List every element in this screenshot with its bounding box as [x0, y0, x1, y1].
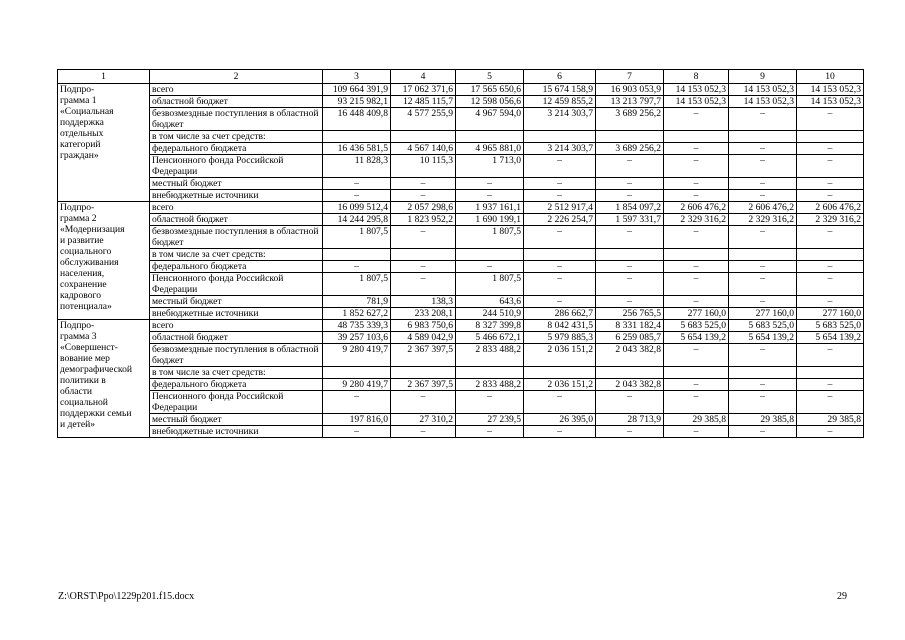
value-cell: –	[664, 426, 729, 438]
value-cell	[456, 249, 524, 261]
value-cell: 4 577 255,9	[391, 108, 456, 131]
funding-source-cell: в том числе за счет средств:	[150, 367, 323, 379]
funding-source-cell: в том числе за счет средств:	[150, 131, 323, 143]
footer-file-path: Z:\ORST\Ppo\1229p201.f15.docx	[58, 591, 195, 602]
value-cell: –	[729, 226, 797, 249]
value-cell: –	[391, 261, 456, 273]
value-cell: 5 683 525,0	[797, 320, 864, 332]
value-cell: 3 689 256,2	[596, 143, 664, 155]
value-cell: 3 689 256,2	[596, 108, 664, 131]
value-cell: –	[664, 344, 729, 367]
value-cell: 2 329 316,2	[664, 214, 729, 226]
funding-source-cell: областной бюджет	[150, 332, 323, 344]
header-cell: 5	[456, 70, 524, 84]
value-cell	[391, 249, 456, 261]
value-cell: –	[456, 261, 524, 273]
value-cell: 197 816,0	[323, 414, 391, 426]
value-cell: 2 606 476,2	[797, 202, 864, 214]
value-cell: –	[797, 190, 864, 202]
value-cell: –	[524, 391, 596, 414]
value-cell: 2 043 382,8	[596, 379, 664, 391]
value-cell: 138,3	[391, 296, 456, 308]
value-cell: 109 664 391,9	[323, 84, 391, 96]
value-cell: 8 042 431,5	[524, 320, 596, 332]
value-cell: –	[524, 226, 596, 249]
value-cell: 14 153 052,3	[797, 84, 864, 96]
value-cell: –	[729, 178, 797, 190]
value-cell: 286 662,7	[524, 308, 596, 320]
value-cell: –	[664, 143, 729, 155]
funding-source-cell: местный бюджет	[150, 178, 323, 190]
value-cell: –	[729, 391, 797, 414]
value-cell	[524, 367, 596, 379]
value-cell: –	[323, 178, 391, 190]
value-cell	[596, 249, 664, 261]
funding-source-cell: местный бюджет	[150, 414, 323, 426]
funding-source-cell: безвозмездные поступления в областной бюджет	[150, 226, 323, 249]
value-cell: –	[797, 379, 864, 391]
value-cell	[596, 367, 664, 379]
header-cell: 2	[150, 70, 323, 84]
value-cell: –	[797, 226, 864, 249]
table-row	[58, 320, 864, 332]
table-row	[58, 367, 864, 379]
value-cell: 244 510,9	[456, 308, 524, 320]
value-cell: 6 983 750,6	[391, 320, 456, 332]
value-cell: –	[596, 190, 664, 202]
funding-source-cell: внебюджетные источники	[150, 426, 323, 438]
value-cell: –	[596, 226, 664, 249]
value-cell: 2 057 298,6	[391, 202, 456, 214]
funding-source-cell: всего	[150, 202, 323, 214]
value-cell: –	[729, 190, 797, 202]
value-cell	[664, 367, 729, 379]
value-cell	[729, 249, 797, 261]
funding-source-cell: федерального бюджета	[150, 143, 323, 155]
value-cell	[596, 131, 664, 143]
value-cell: 643,6	[456, 296, 524, 308]
value-cell: 14 153 052,3	[729, 96, 797, 108]
value-cell: 2 043 382,8	[596, 344, 664, 367]
table-row	[58, 296, 864, 308]
value-cell: 2 226 254,7	[524, 214, 596, 226]
value-cell: 8 327 399,8	[456, 320, 524, 332]
value-cell: 3 214 303,7	[524, 108, 596, 131]
value-cell: 277 160,0	[797, 308, 864, 320]
value-cell: –	[664, 226, 729, 249]
value-cell	[391, 131, 456, 143]
table-row	[58, 308, 864, 320]
value-cell: –	[729, 273, 797, 296]
table-row	[58, 391, 864, 414]
value-cell: 10 115,3	[391, 155, 456, 178]
value-cell: 2 367 397,5	[391, 344, 456, 367]
value-cell: –	[524, 190, 596, 202]
value-cell: 14 153 052,3	[664, 84, 729, 96]
value-cell: –	[664, 296, 729, 308]
value-cell: –	[391, 426, 456, 438]
value-cell: 4 965 881,0	[456, 143, 524, 155]
value-cell	[456, 131, 524, 143]
table-row	[58, 261, 864, 273]
funding-source-cell: областной бюджет	[150, 96, 323, 108]
funding-source-cell: федерального бюджета	[150, 379, 323, 391]
value-cell: –	[797, 143, 864, 155]
table-body	[58, 84, 864, 438]
value-cell: –	[456, 426, 524, 438]
value-cell: 1 852 627,2	[323, 308, 391, 320]
value-cell: 1 937 161,1	[456, 202, 524, 214]
table-row	[58, 214, 864, 226]
value-cell: –	[524, 426, 596, 438]
value-cell: 12 485 115,7	[391, 96, 456, 108]
value-cell: 6 259 085,7	[596, 332, 664, 344]
value-cell: 2 833 488,2	[456, 379, 524, 391]
value-cell: –	[323, 261, 391, 273]
value-cell: 781,9	[323, 296, 391, 308]
funding-source-cell: всего	[150, 320, 323, 332]
header-cell: 3	[323, 70, 391, 84]
value-cell: –	[323, 190, 391, 202]
value-cell: 2 036 151,2	[524, 379, 596, 391]
value-cell: –	[596, 155, 664, 178]
table-row	[58, 249, 864, 261]
funding-source-cell: областной бюджет	[150, 214, 323, 226]
value-cell: 5 979 885,3	[524, 332, 596, 344]
value-cell: 12 459 855,2	[524, 96, 596, 108]
value-cell: 12 598 056,6	[456, 96, 524, 108]
value-cell: –	[797, 391, 864, 414]
value-cell: –	[596, 296, 664, 308]
value-cell: –	[456, 190, 524, 202]
value-cell	[524, 131, 596, 143]
value-cell	[729, 367, 797, 379]
value-cell: 1 807,5	[323, 273, 391, 296]
value-cell: 5 466 672,1	[456, 332, 524, 344]
value-cell: 256 765,5	[596, 308, 664, 320]
value-cell: 28 713,9	[596, 414, 664, 426]
value-cell	[323, 367, 391, 379]
funding-source-cell: Пенсионного фонда Российской Федерации	[150, 391, 323, 414]
table-row	[58, 178, 864, 190]
header-cell: 1	[58, 70, 150, 84]
table-row	[58, 108, 864, 131]
header-cell: 7	[596, 70, 664, 84]
value-cell: 14 153 052,3	[797, 96, 864, 108]
value-cell: 2 367 397,5	[391, 379, 456, 391]
value-cell: –	[664, 190, 729, 202]
value-cell: –	[391, 273, 456, 296]
value-cell: 5 654 139,2	[797, 332, 864, 344]
value-cell	[797, 367, 864, 379]
value-cell: 8 331 182,4	[596, 320, 664, 332]
value-cell: –	[729, 261, 797, 273]
value-cell: –	[391, 190, 456, 202]
value-cell: 17 565 650,6	[456, 84, 524, 96]
funding-source-cell: местный бюджет	[150, 296, 323, 308]
value-cell: 1 854 097,2	[596, 202, 664, 214]
header-cell: 10	[797, 70, 864, 84]
value-cell	[391, 367, 456, 379]
value-cell	[323, 249, 391, 261]
value-cell: 2 329 316,2	[797, 214, 864, 226]
value-cell: –	[797, 296, 864, 308]
budget-table	[57, 69, 864, 438]
value-cell	[664, 249, 729, 261]
value-cell: –	[797, 178, 864, 190]
value-cell: –	[456, 391, 524, 414]
value-cell: 2 036 151,2	[524, 344, 596, 367]
value-cell	[323, 131, 391, 143]
table-row	[58, 379, 864, 391]
value-cell: –	[664, 108, 729, 131]
value-cell: 16 099 512,4	[323, 202, 391, 214]
value-cell: 233 208,1	[391, 308, 456, 320]
value-cell: 15 674 158,9	[524, 84, 596, 96]
value-cell: 4 589 042,9	[391, 332, 456, 344]
value-cell: –	[524, 155, 596, 178]
table-row	[58, 96, 864, 108]
value-cell: –	[729, 379, 797, 391]
value-cell: –	[797, 155, 864, 178]
table-row	[58, 155, 864, 178]
value-cell: –	[391, 226, 456, 249]
value-cell: –	[596, 178, 664, 190]
value-cell: 16 903 053,9	[596, 84, 664, 96]
value-cell: 16 436 581,5	[323, 143, 391, 155]
budget-table-container	[57, 69, 863, 438]
value-cell: 16 448 409,8	[323, 108, 391, 131]
value-cell: –	[729, 296, 797, 308]
value-cell: –	[729, 426, 797, 438]
table-row	[58, 414, 864, 426]
value-cell: 5 683 525,0	[664, 320, 729, 332]
value-cell: –	[664, 261, 729, 273]
table-row	[58, 273, 864, 296]
value-cell: 9 280 419,7	[323, 379, 391, 391]
funding-source-cell: Пенсионного фонда Российской Федерации	[150, 155, 323, 178]
value-cell: 2 606 476,2	[664, 202, 729, 214]
value-cell: 93 215 982,1	[323, 96, 391, 108]
table-row	[58, 131, 864, 143]
value-cell: –	[524, 273, 596, 296]
value-cell: –	[596, 273, 664, 296]
value-cell: –	[797, 273, 864, 296]
value-cell: 1 823 952,2	[391, 214, 456, 226]
value-cell: –	[524, 261, 596, 273]
value-cell: 3 214 303,7	[524, 143, 596, 155]
value-cell: 29 385,8	[729, 414, 797, 426]
value-cell: 26 395,0	[524, 414, 596, 426]
value-cell: 14 153 052,3	[729, 84, 797, 96]
value-cell: –	[323, 426, 391, 438]
table-row	[58, 426, 864, 438]
subprogram-name-cell: Подпро- грамма 1 «Социальная поддержка отдельных категорий граждан»	[58, 84, 150, 202]
value-cell: –	[729, 108, 797, 131]
value-cell: –	[524, 178, 596, 190]
value-cell: –	[797, 108, 864, 131]
value-cell: 1 597 331,7	[596, 214, 664, 226]
value-cell: 29 385,8	[797, 414, 864, 426]
value-cell: 1 807,5	[323, 226, 391, 249]
value-cell	[664, 131, 729, 143]
value-cell: 4 567 140,6	[391, 143, 456, 155]
value-cell: 2 329 316,2	[729, 214, 797, 226]
value-cell: 1 807,5	[456, 226, 524, 249]
value-cell: –	[729, 344, 797, 367]
value-cell: –	[797, 344, 864, 367]
value-cell: –	[664, 379, 729, 391]
value-cell: 5 654 139,2	[664, 332, 729, 344]
value-cell: –	[664, 178, 729, 190]
value-cell: 27 239,5	[456, 414, 524, 426]
value-cell: 9 280 419,7	[323, 344, 391, 367]
funding-source-cell: внебюджетные источники	[150, 308, 323, 320]
value-cell: 2 833 488,2	[456, 344, 524, 367]
value-cell	[797, 249, 864, 261]
table-row	[58, 202, 864, 214]
funding-source-cell: безвозмездные поступления в областной бюджет	[150, 108, 323, 131]
value-cell: 39 257 103,6	[323, 332, 391, 344]
funding-source-cell: в том числе за счет средств:	[150, 249, 323, 261]
table-row	[58, 332, 864, 344]
value-cell: –	[391, 391, 456, 414]
table-row	[58, 226, 864, 249]
funding-source-cell: внебюджетные источники	[150, 190, 323, 202]
value-cell: 277 160,0	[664, 308, 729, 320]
value-cell	[797, 131, 864, 143]
value-cell	[729, 131, 797, 143]
value-cell: –	[664, 391, 729, 414]
value-cell: –	[596, 426, 664, 438]
value-cell: –	[664, 273, 729, 296]
value-cell: –	[729, 143, 797, 155]
value-cell: 5 654 139,2	[729, 332, 797, 344]
value-cell: 11 828,3	[323, 155, 391, 178]
value-cell: –	[524, 296, 596, 308]
table-row	[58, 190, 864, 202]
value-cell: –	[664, 155, 729, 178]
subprogram-name-cell: Подпро- грамма 2 «Модернизация и развитие социального обслуживания населения, сохранение кадрового потенциала»	[58, 202, 150, 320]
value-cell	[524, 249, 596, 261]
value-cell: –	[729, 155, 797, 178]
header-cell: 6	[524, 70, 596, 84]
funding-source-cell: федерального бюджета	[150, 261, 323, 273]
value-cell: 48 735 339,3	[323, 320, 391, 332]
value-cell: 14 244 295,8	[323, 214, 391, 226]
value-cell: –	[797, 261, 864, 273]
header-cell: 9	[729, 70, 797, 84]
value-cell: 14 153 052,3	[664, 96, 729, 108]
header-cell: 8	[664, 70, 729, 84]
value-cell: –	[391, 178, 456, 190]
value-cell: –	[456, 178, 524, 190]
value-cell: 1 690 199,1	[456, 214, 524, 226]
value-cell: 277 160,0	[729, 308, 797, 320]
value-cell: 13 213 797,7	[596, 96, 664, 108]
funding-source-cell: всего	[150, 84, 323, 96]
table-header-row	[58, 70, 864, 84]
value-cell: 1 713,0	[456, 155, 524, 178]
value-cell: –	[323, 391, 391, 414]
table-row	[58, 344, 864, 367]
value-cell: 5 683 525,0	[729, 320, 797, 332]
value-cell: 27 310,2	[391, 414, 456, 426]
value-cell	[456, 367, 524, 379]
header-cell: 4	[391, 70, 456, 84]
value-cell: 4 967 594,0	[456, 108, 524, 131]
value-cell: 2 512 917,4	[524, 202, 596, 214]
value-cell: –	[596, 391, 664, 414]
value-cell: –	[797, 426, 864, 438]
table-row	[58, 84, 864, 96]
funding-source-cell: безвозмездные поступления в областной бюджет	[150, 344, 323, 367]
value-cell: 2 606 476,2	[729, 202, 797, 214]
table-row	[58, 143, 864, 155]
value-cell: 29 385,8	[664, 414, 729, 426]
funding-source-cell: Пенсионного фонда Российской Федерации	[150, 273, 323, 296]
value-cell: 17 062 371,6	[391, 84, 456, 96]
subprogram-name-cell: Подпро- грамма 3 «Совершенст- вование мер демографической политики в области социальной поддержки семьи и детей»	[58, 320, 150, 438]
value-cell: 1 807,5	[456, 273, 524, 296]
page-number: 29	[837, 591, 847, 602]
value-cell: –	[596, 261, 664, 273]
